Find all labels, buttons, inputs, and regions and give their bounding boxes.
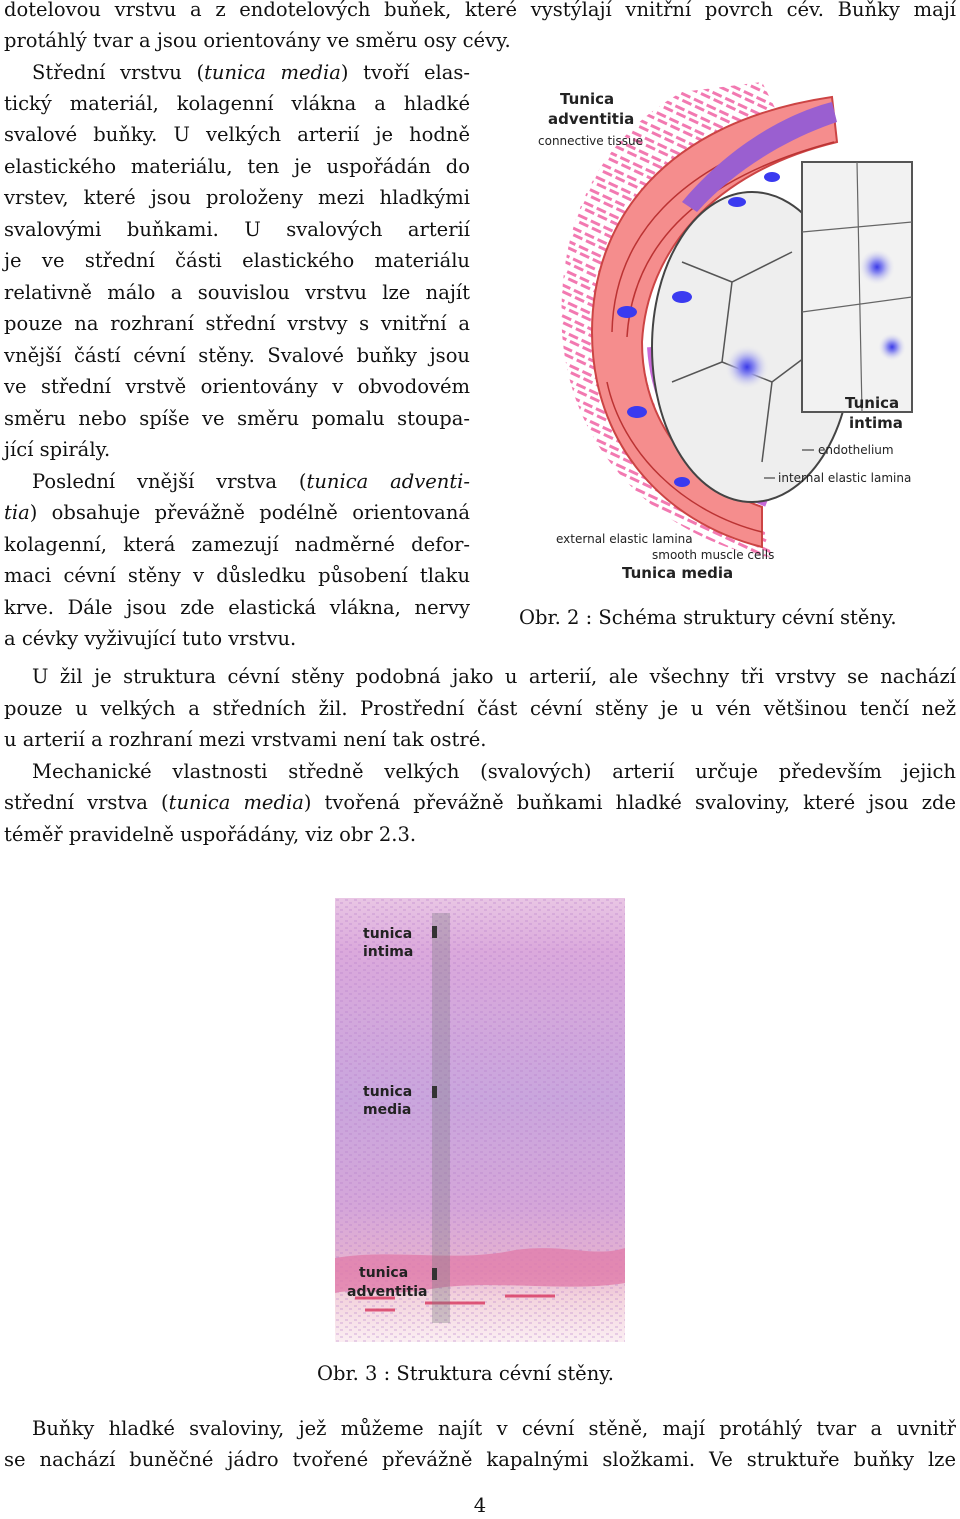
intima-slab: [802, 162, 912, 412]
label-smooth-muscle-cells: smooth muscle cells: [652, 548, 775, 562]
text-line: U žil je struktura cévní stěny podobná jako u arterií, ale všechny tři vrstvy se nachází: [32, 665, 956, 688]
label-endothelium: endothelium: [818, 443, 894, 457]
text-line: tický materiál, kolagenní vlákna a hladké: [4, 92, 470, 115]
text-line: [4, 466, 470, 497]
muscle-nucleus: [617, 306, 637, 318]
label-tunica-media: Tunica media: [622, 564, 734, 582]
figure-2-caption: Obr. 2 : Schéma struktury cévní stěny.: [519, 606, 897, 629]
text-line: elastického materiálu, ten je uspořádán do: [4, 155, 470, 178]
text-span: ) tvořená převážně buňkami hladké svaloviny, které jsou zde: [303, 791, 956, 814]
text-line: [4, 497, 470, 528]
label-adventitia: Tunica: [560, 90, 615, 108]
text-line: [4, 787, 956, 818]
muscle-nucleus: [728, 197, 746, 207]
label-tunica-media: tunica: [363, 1084, 413, 1100]
text-line: relativně málo a souvislou vrstvu lze najít: [4, 281, 470, 304]
nucleus: [859, 249, 895, 285]
text-span: střední vrstva (: [4, 791, 169, 814]
figure-3-histology: [335, 898, 625, 1342]
text-line: je ve střední části elastického materiálu: [4, 249, 470, 272]
figure-2-vessel-wall-schema: [532, 82, 957, 597]
figure-3-caption: Obr. 3 : Struktura cévní stěny.: [317, 1362, 614, 1385]
label-adventitia: adventitia: [548, 110, 635, 128]
text-line: svalové buňky. U velkých arterií je hodně: [4, 123, 470, 146]
nucleus: [725, 345, 769, 389]
text-line: [4, 57, 470, 88]
label-internal-elastic-lamina: internal elastic lamina: [778, 471, 912, 485]
muscle-nucleus: [672, 291, 692, 303]
label-external-elastic-lamina: external elastic lamina: [556, 532, 693, 546]
text-line: se nachází buněčné jádro tvořené převážně kapalnými složkami. Ve struktuře buňky lze: [4, 1448, 956, 1471]
text-line: kolagenní, která zamezují nadměrné defor-: [4, 533, 470, 556]
text-line: dotelovou vrstvu a z endotelových buňek, které vystýlají vnitřní povrch cév. Buňky mají: [4, 0, 956, 21]
text-line: pouze na rozhraní střední vrstvy s vnitřní a: [4, 312, 470, 335]
text-span: ) tvoří elas-: [340, 61, 470, 84]
label-tunica-intima: intima: [363, 944, 414, 960]
text-span: Střední vrstvu (: [32, 61, 205, 84]
label-tunica-media: media: [363, 1102, 412, 1118]
term-tunica-media: tunica media: [168, 791, 304, 814]
muscle-nucleus: [674, 477, 690, 487]
text-line: pouze u velkých a středních žil. Prostřední část cévní stěny je u vén většinou tenčí než: [4, 697, 956, 720]
label-tunica-adventitia: tunica: [359, 1265, 409, 1281]
label-tunica-intima: tunica: [363, 926, 413, 942]
text-line: maci cévní stěny v důsledku působení tlaku: [4, 564, 470, 587]
term-tunica-media: tunica media: [204, 61, 341, 84]
scale-bar: [432, 913, 450, 1323]
nucleus: [878, 333, 906, 361]
label-tunica-adventitia: adventitia: [347, 1284, 428, 1300]
label-intima: Tunica: [845, 394, 900, 412]
text-span: Poslední vnější vrstva (: [32, 470, 307, 493]
text-line: krve. Dále jsou zde elastická vlákna, nervy: [4, 596, 470, 619]
term-tunica-adventitia: tunica adventi-: [306, 470, 470, 493]
text-span: ) obsahuje převážně podélně orientovaná: [29, 501, 470, 524]
muscle-nucleus: [627, 406, 647, 418]
text-line: vnější částí cévní stěny. Svalové buňky jsou: [4, 344, 470, 367]
text-line: vrstev, které jsou proloženy mezi hladkými: [4, 186, 470, 209]
text-line: Buňky hladké svaloviny, jež můžeme najít v cévní stěně, mají protáhlý tvar a uvnitř: [32, 1417, 956, 1440]
text-line: svalovými buňkami. U svalových arterií: [4, 218, 470, 241]
text-line: ve střední vrstvě orientovány v obvodovém: [4, 375, 470, 398]
text-line: téměř pravidelně uspořádány, viz obr 2.3.: [4, 823, 417, 846]
text-line: protáhlý tvar a jsou orientovány ve směru osy cévy.: [4, 29, 511, 52]
text-line: a cévky vyživující tuto vrstvu.: [4, 627, 297, 650]
text-line: u arterií a rozhraní mezi vrstvami není tak ostré.: [4, 728, 487, 751]
text-line: jící spirály.: [4, 438, 111, 461]
label-connective-tissue: connective tissue: [538, 134, 643, 148]
muscle-nucleus: [764, 172, 780, 182]
text-line: směru nebo spíše ve směru pomalu stoupa-: [4, 407, 470, 430]
page-number: 4: [473, 1494, 487, 1517]
term-tunica-adventitia: tia: [4, 501, 30, 524]
label-intima: intima: [849, 414, 903, 432]
text-line: Mechanické vlastnosti středně velkých (svalových) arterií určuje především jejich: [32, 760, 956, 783]
